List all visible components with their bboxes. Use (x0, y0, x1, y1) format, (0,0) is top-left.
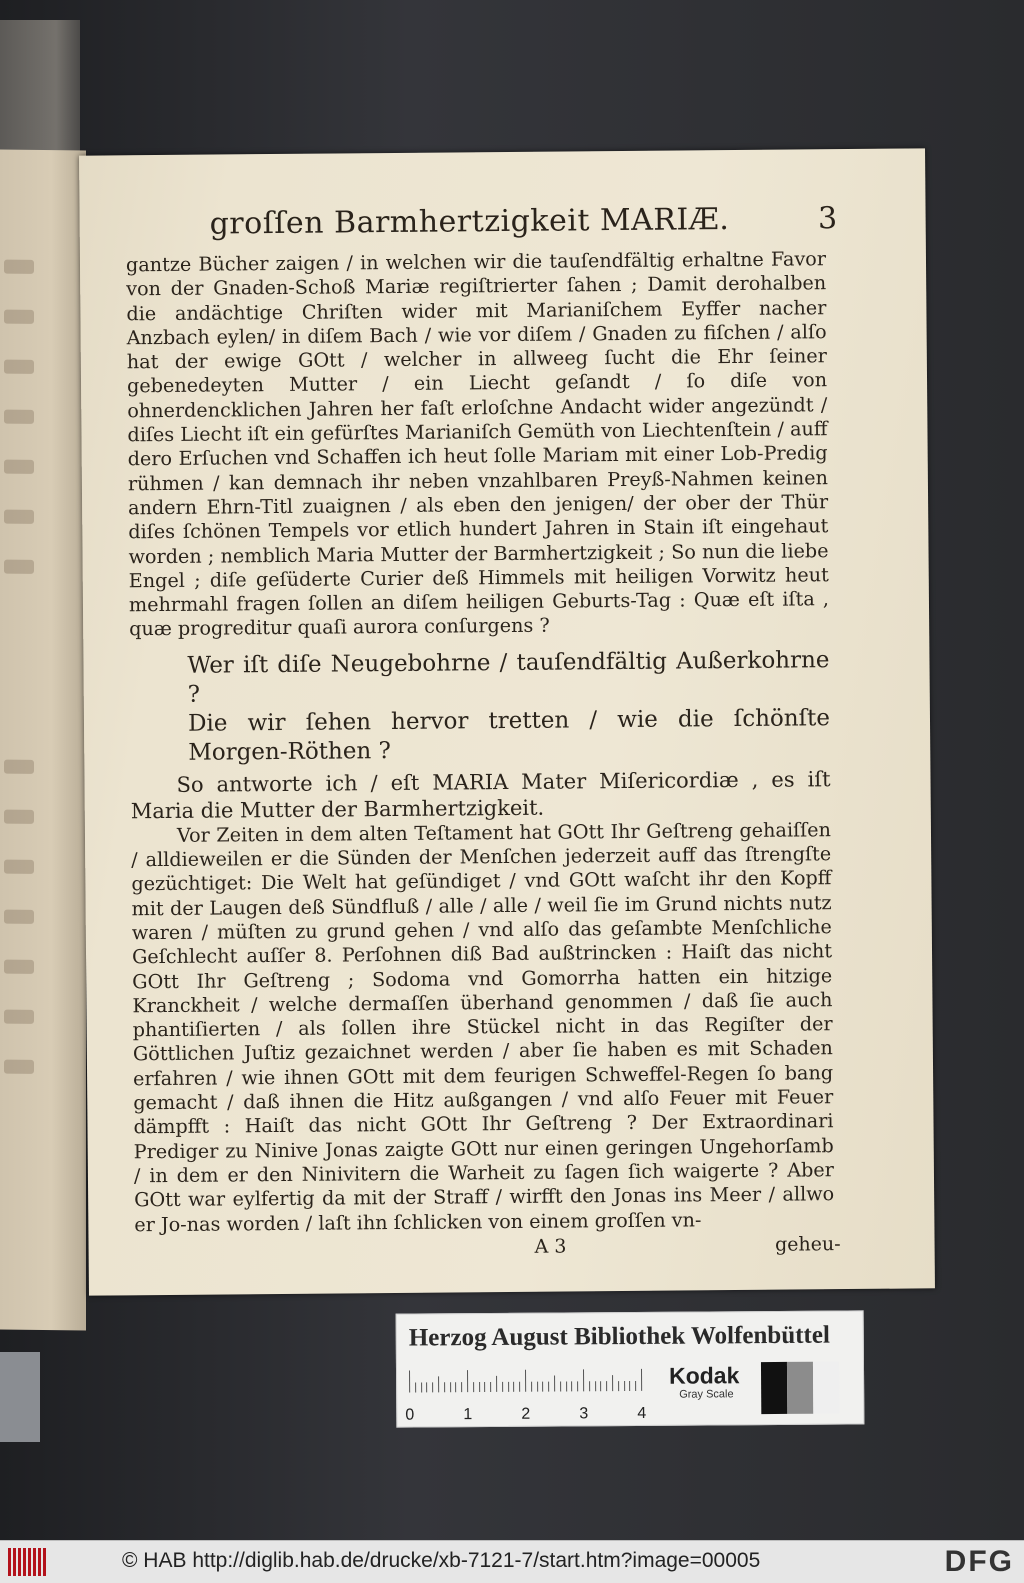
running-head-title: groſſen Barmhertzigkeit MARIÆ. (209, 202, 730, 242)
page-number: 3 (817, 201, 838, 237)
ruler-tick (600, 1381, 601, 1391)
ruler-tick (595, 1381, 596, 1391)
ruler-tick (612, 1375, 613, 1391)
ruler-tick (508, 1382, 509, 1392)
dfg-logo: DFG (944, 1545, 1014, 1578)
ruler-scale (409, 1369, 649, 1401)
ruler-tick (583, 1369, 584, 1391)
ruler-tick (554, 1376, 555, 1392)
paragraph-3: Vor Zeiten in dem alten Teſtament hat GOtt Ihr Geſtreng gehaiſſen / alldieweilen er die Sünden der Menſchen jederzeit auff das ſtrengſte gezüchtiget: Die Welt hat geſündiget / vnd GOtt waſcht ihr den Kopff mit der Laugen deß Sündfluß / alle / alle / weil ſie im Grund nichts nutz waren / müſten zu grund gehen / vnd alſo das geſambte Menſchliche Geſchlecht auſſer 8. Perſohnen diß Bad außtrincken : Haiſt das nicht GOtt Ihr Geſtreng ; Sodoma vnd Gomorrha hatten ein hitzige Kranckheit / welche dermaſſen überhand genommen / daß ſie auch phantiſierten / als ſollen ihre Stückel nicht in das Regiſter der Göttlichen Juſtiz gezaichnet werden / aber ſie haben es mit Schaden erfahren / wie ihnen GOtt mit dem feurigen Schweffel-Regen ſo bang gemacht / daß ihnen die Hitz außgangen / vnd alſo Feuer mit Feuer dämpfft : Haiſt das nicht GOtt Ihr Geſtreng ? Der Extraordinari Prediger zu Ninive Jonas zaigte GOtt nur einen geringen Ungehorſamb / in dem er den Ninivitern die Warheit zu ſagen ſich waigerte ? Aber GOtt war eylfertig da mit der Straff / wirfft den Jonas ins Meer / allwo er Jo-nas worden / laſt ihn ſchlicken von einem groſſen vn- (131, 817, 835, 1236)
ruler-tick (641, 1369, 642, 1391)
ruler-tick (479, 1382, 480, 1392)
footer-credit-link[interactable]: © HAB http://diglib.hab.de/drucke/xb-7121-7/start.htm?image=00005 (122, 1549, 761, 1572)
ruler-tick (537, 1382, 538, 1392)
ruler-numbers (405, 1405, 655, 1425)
gray-swatches (761, 1362, 839, 1415)
viewer-footer (0, 1540, 1024, 1583)
ruler-tick (409, 1371, 410, 1393)
paragraph-2: So antworte ich / eſt MARIA Mater Miſericordiæ , es iſt Maria die Mutter der Barmhertzigkeit. (130, 766, 831, 824)
ruler-tick (426, 1382, 427, 1392)
ruler-tick (484, 1382, 485, 1392)
ruler-tick (618, 1381, 619, 1391)
swatch-white (813, 1362, 839, 1414)
ruler-number: 0 (405, 1406, 415, 1424)
verse-line-2: Die wir ſehen hervor tretten / wie die ſchönſte Morgen-Röthen ? (187, 704, 831, 766)
gray-scale-label: Gray Scale (679, 1388, 734, 1401)
ruler-tick (444, 1382, 445, 1392)
ruler-tick (421, 1382, 422, 1392)
scanner-edge-strip (0, 1352, 40, 1442)
ruler-tick (577, 1381, 578, 1391)
signature-mark: A 3 (534, 1235, 567, 1258)
color-calibration-chart (396, 1310, 865, 1427)
ruler-tick (490, 1382, 491, 1392)
book-page (79, 148, 935, 1295)
ruler-tick (432, 1382, 433, 1392)
catchword: geheu- (774, 1232, 841, 1256)
ruler-tick (624, 1381, 625, 1391)
ruler-tick (542, 1382, 543, 1392)
page-content (125, 201, 841, 1265)
swatch-black (761, 1362, 787, 1414)
ruler-tick (589, 1381, 590, 1391)
ruler-tick (415, 1382, 416, 1392)
ruler-tick (531, 1382, 532, 1392)
ruler-tick (606, 1381, 607, 1391)
previous-page-margin (0, 150, 86, 1331)
ruler-tick (461, 1382, 462, 1392)
chart-library-title: Herzog August Bibliothek Wolfenbüttel (408, 1321, 830, 1352)
ruler-tick (467, 1370, 468, 1392)
running-head (125, 201, 838, 251)
ruler-tick (548, 1382, 549, 1392)
ruler-number: 3 (579, 1405, 589, 1423)
ruler-tick (513, 1382, 514, 1392)
ruler-number: 1 (463, 1406, 473, 1424)
ruler-tick (438, 1376, 439, 1392)
verse-line-1: Wer iſt diſe Neugebohrne / tauſendfältig Außerkohrne ? (187, 646, 830, 708)
paragraph-1: gantze Bücher zaigen / in welchen wir die tauſendfältig erhaltne Favor von der Gnaden-Schoß Mariæ regiſtrierter ſahen ; Damit derohalben die andächtige Chriſten wider mit Marianiſchem Eyffer nacher Anzbach eylen/ in diſem Bach / wie vor diſem / Gnaden zu fiſchen / alſo hat der ewige GOtt / welcher in allweeg ſucht die Ehr ſeiner gebenedeyten Mutter / ein Liecht geſandt / ſo diſe von ohnerdencklichen Jahren her faſt erloſchne Andacht wider angezündt / diſes Liecht iſt ein gefürſtes Marianiſch Gemüth von Liechtenſtein / auff dero Erſuchen vnd Schaffen ich heut ſolle Mariam mit einer Lob-Predig rühmen / kan demnach ihr neben vnzahlbaren Preyß-Nahmen keinen andern Ehrn-Titl zuaignen / als eben den jenigen/ der ober der Thür diſes ſchönen Tempels vor etlich hundert Jahren in Stain iſt eingehaut worden ; nemblich Maria Mutter der Barmhertzigkeit ; So nun die liebe Engel ; diſe geſüderte Curier deß Himmels mit heiligen Vorwitz heut mehrmahl fragen ſollen an diſem heiligen Geburts-Tag : Quæ eſt iſta , quæ progreditur quaſi aurora conſurgens ? (125, 247, 830, 641)
ruler-tick (502, 1382, 503, 1392)
kodak-label: Kodak (668, 1362, 740, 1389)
ruler-tick (560, 1381, 561, 1391)
ruler-tick (455, 1382, 456, 1392)
ruler-tick (473, 1382, 474, 1392)
ruler-tick (571, 1381, 572, 1391)
ruler-tick (525, 1370, 526, 1392)
ruler-tick (629, 1381, 630, 1391)
ruler-tick (519, 1382, 520, 1392)
swatch-gray (787, 1362, 813, 1414)
ruler-number: 4 (637, 1404, 647, 1422)
barcode-logo-icon (8, 1548, 48, 1576)
ruler-tick (450, 1382, 451, 1392)
ruler-tick (496, 1376, 497, 1392)
ruler-number: 2 (521, 1405, 531, 1423)
ruler-tick (635, 1381, 636, 1391)
verse-quote (187, 646, 830, 768)
body-text (126, 247, 835, 1237)
ruler-tick (566, 1381, 567, 1391)
catchline (134, 1232, 841, 1265)
